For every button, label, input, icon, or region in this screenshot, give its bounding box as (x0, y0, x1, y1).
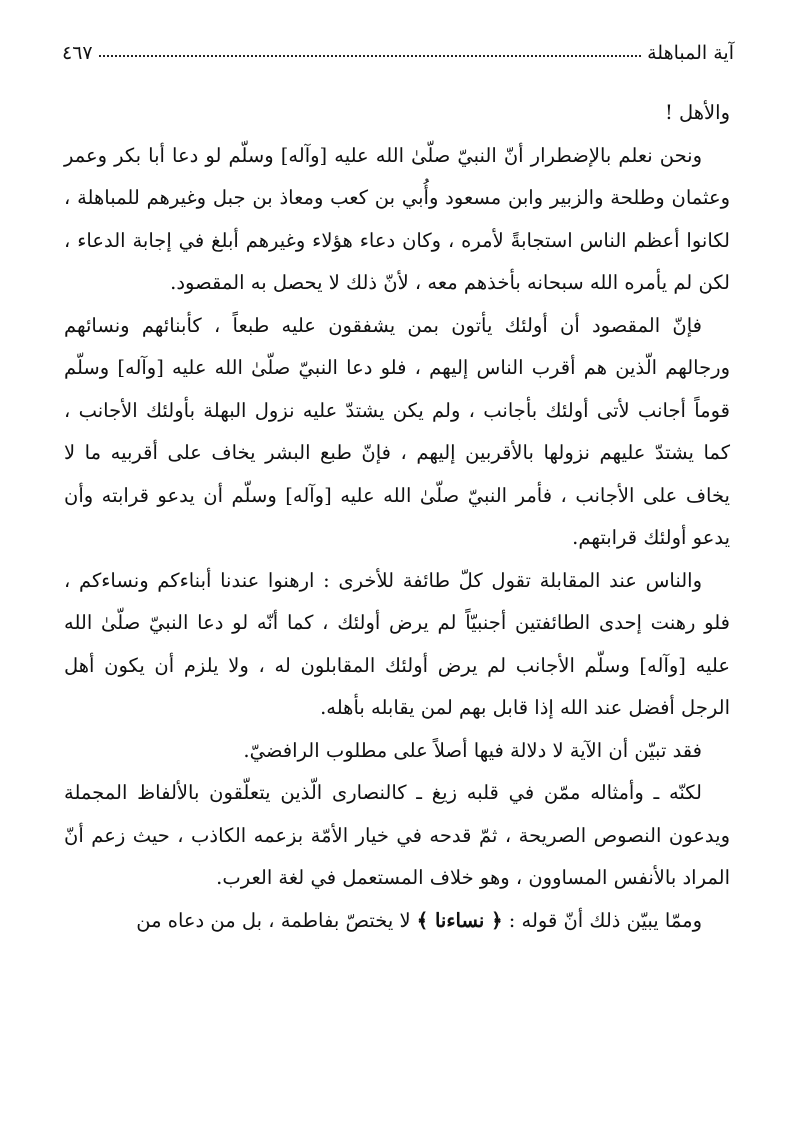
dotted-leader (99, 55, 642, 57)
quran-quote: ﴿ نساءنا ﴾ (416, 908, 503, 932)
paragraph-text-after: لا يختصّ بفاطمة ، بل من دعاه من (136, 908, 411, 932)
paragraph-last (64, 900, 730, 943)
paragraph: فقد تبيّن أن الآية لا دلالة فيها أصلاً على مطلوب الرافضيّ. (243, 738, 702, 762)
page-number: ٤٦٧ (62, 42, 93, 64)
paragraph: ونحن نعلم بالإضطرار أنّ النبيّ صلّىٰ الله عليه [وآله] وسلّم لو دعا أبا بكر وعمر وعثمان وطلحة والزبير وابن مسعود وأُبي بن كعب ومعاذ بن جبل وغيرهم للمباهلة ، لكانوا أعظم الناس استجابةً لأمره ، وكان دعاء هؤلاء وغيرهم أبلغ في إجابة الدعاء ، لكن لم يأمره الله سبحانه بأخذهم معه ، لأنّ ذلك لا يحصل به المقصود. (64, 143, 730, 294)
paragraph: والناس عند المقابلة تقول كلّ طائفة للأخرى : ارهنوا عندنا أبناءكم ونساءكم ، فلو رهنت إحدى الطائفتين أجنبيّاً لم يرض أولئك ، كما أنّه لو دعا النبيّ صلّىٰ الله عليه [وآله] وسلّم الأجانب لم يرض أولئك المقابلون له ، ولا يلزم أن يكون أهل الرجل أفضل عند الله إذا قابل بهم لمن يقابله بأهله. (64, 568, 730, 719)
paragraph-text-before: وممّا يبيّن ذلك أنّ قوله : (508, 908, 702, 932)
chapter-title: آية المباهلة (647, 42, 734, 64)
page-body (64, 92, 730, 942)
paragraph: لكنّه ـ وأمثاله ممّن في قلبه زيغ ـ كالنصارى الّذين يتعلّقون بالألفاظ المجملة ويدعون النصوص الصريحة ، ثمّ قدحه في خيار الأمّة بزعمه الكاذب ، حيث زعم أنّ المراد بالأنفس المساوون ، وهو خلاف المستعمل في لغة العرب. (64, 781, 730, 889)
running-header (62, 28, 734, 64)
paragraph: والأهل ! (664, 101, 730, 124)
paragraph: فإنّ المقصود أن أولئك يأتون بمن يشفقون عليه طبعاً ، كأبنائهم ونسائهم ورجالهم الّذين هم أقرب الناس إليهم ، فلو دعا النبيّ صلّىٰ الله عليه [وآله] وسلّم قوماً أجانب لأتى أولئك بأجانب ، ولم يكن يشتدّ عليه نزول البهلة بأولئك الأجانب ، كما يشتدّ عليهم نزولها بالأقربين إليهم ، فإنّ طبع البشر يخاف على أقربيه ما لا يخاف على الأجانب ، فأمر النبيّ صلّىٰ الله عليه [وآله] وسلّم أن يدعو قرابته وأن يدعو أولئك قرابتهم. (64, 313, 730, 549)
